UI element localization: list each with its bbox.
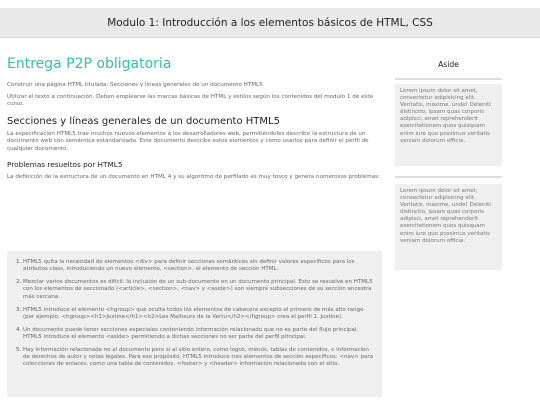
section-paragraph: La especificación HTML5 trae muchos nuevos elementos a los desarrolladores web, permitiéndoles describir la estructura de un documento web con semántica estandarizada. Este documento describe estos elementos y cómo usarlos para definir el perfil de cualquier documento. [7, 130, 369, 152]
problem-item-4: 4. Un documento puede tener secciones especiales conteniendo información relacionado que no es parte del flujo principal. HTML5 introduce el elemento <aside> permitiendo a dichas secciones no ser parte del perfil principal. [23, 327, 376, 341]
problem-item-5: 5. Hay información relacionada no al documento pero si al sitio entero, como logos, menús, tablas de contenidos, o información de derechos de autor y notas legales. Para ese propósito, HTML5 introduce tres elementos de sección específicos: <nav> para colecciones de enlaces, como una tabla de contenidos, <footer> y <header> información relacionada con el sitio. [23, 347, 376, 369]
aside-box-1-text: Lorem ipsum dolor sit amet, consectetur adipisicing elit. Veritatis, maxime, unde! Deleniti distinctio, ipsam quas corporis adipisci, amet reprehenderit exercitationem quos quisquam enim iure quo possimus veritatis veniam dolorum officia. [400, 88, 491, 144]
page-header [0, 8, 540, 38]
problems-title: Problemas resueltos por HTML5 [7, 159, 123, 169]
aside-divider-top [395, 78, 502, 80]
problem-item-3: 3. HTML5 introduce el elemento <hgroup> que oculta todos los elementos de cabecera excepto el primero de más alto rango (por ejemplo, <hgroup><h1>Justine</h1><h2>Les Malheurs de la Vertu</h2></hgroup> crea el perfil 1. Justine). [23, 307, 376, 321]
intro-paragraph-1: Construir una página HTML titulada: Secciones y líneas generales de un documento HTML5. [7, 82, 265, 88]
aside-divider-middle [395, 176, 502, 178]
problem-item-2: 2. Mezclar varios documentos es difícil: la inclusión de un sub-documento en un documento principal. Esto se resuelve en HTML5 con los elementos de seccionado (<article>, <section>, <nav> y <aside>) son siempre subsecciones de su sección ancestra más cercana. [23, 279, 376, 301]
aside-box-2 [395, 184, 502, 270]
intro-paragraph-2: Utilizar el texto a continuación. Deben emplearse las marcas básicas de HTML y estilos según los contenidos del modulo 1 de este curso. [7, 93, 374, 108]
aside-box-2-text: Lorem ipsum dolor sit amet, consectetur adipisicing elit. Veritatis, maxime, unde! Deleniti distinctio, ipsam quas corporis adipisci, amet reprehenderit exercitationem quos quisquam enim iure quo possimus veritatis veniam dolorum officia. [400, 188, 491, 244]
section-title: Secciones y líneas generales de un documento HTML5 [7, 115, 280, 127]
main-content [7, 54, 384, 181]
problems-intro: La definición de la estructura de un documento en HTML 4 y su algoritmo de perfilado es muy tosco y genera numerosos problemas: [7, 173, 380, 180]
main-title: Entrega P2P obligatoria [7, 56, 172, 72]
aside-title: Aside [438, 60, 459, 69]
page-header-title: Modulo 1: Introducción a los elementos básicos de HTML, CSS [107, 16, 433, 29]
problems-list-panel [7, 251, 382, 397]
problem-item-1: 1. HTML5 quita la necesidad de elementos <div> para definir secciones semánticas sin definir valores específicos para los atributos class, introduciendo un nuevo elemento, <section>, el elemento de sección HTML. [23, 259, 376, 273]
problems-list [7, 251, 382, 369]
aside-box-1 [395, 84, 502, 166]
